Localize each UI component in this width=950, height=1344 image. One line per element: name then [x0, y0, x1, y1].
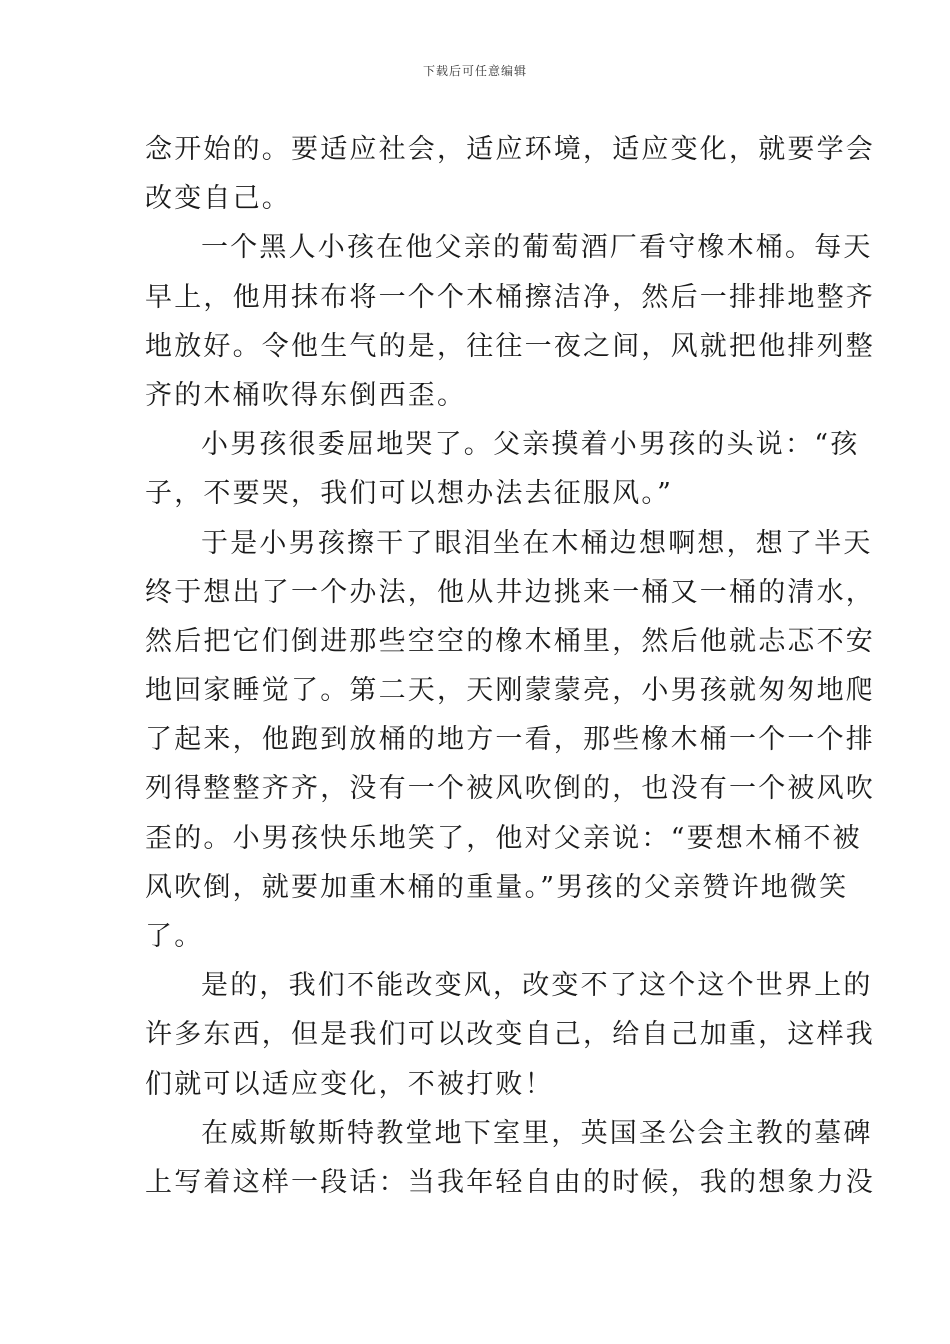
body-text [145, 125, 875, 1207]
text-line: 早上，他用抹布将一个个木桶擦洁净，然后一排排地整齐 [145, 281, 875, 313]
text-line: 列得整整齐齐，没有一个被风吹倒的，也没有一个被风吹 [145, 773, 875, 805]
text-line: 地放好。令他生气的是，往往一夜之间，风就把他排列整 [145, 330, 875, 362]
page-header: 下载后可任意编辑 [422, 64, 527, 78]
text-line: 然后把它们倒进那些空空的橡木桶里，然后他就忐忑不安 [145, 625, 875, 657]
text-line: 们就可以适应变化，不被打败！ [145, 1068, 554, 1100]
text-line: 念开始的。要适应社会，适应环境，适应变化，就要学会 [145, 134, 875, 165]
text-line: 地回家睡觉了。第二天，天刚蒙蒙亮，小男孩就匆匆地爬 [145, 675, 875, 707]
paragraph-start-line: 在威斯敏斯特教堂地下室里，英国圣公会主教的墓碑 [201, 1117, 873, 1149]
paragraph-start-line: 小男孩很委屈地哭了。父亲摸着小男孩的头说：“孩 [201, 429, 860, 461]
text-line: 齐的木桶吹得东倒西歪。 [145, 379, 467, 411]
text-line: 子，不要哭，我们可以想办法去征服风。” [145, 478, 674, 510]
text-line: 了。 [145, 921, 204, 952]
text-line: 风吹倒，就要加重木桶的重量。”男孩的父亲赞许地微笑 [145, 871, 849, 903]
text-line: 改变自己。 [145, 183, 291, 215]
text-line: 歪的。小男孩快乐地笑了，他对父亲说：“要想木桶不被 [145, 822, 862, 854]
paragraph-start-line: 是的，我们不能改变风，改变不了这个这个世界上的 [201, 970, 873, 1002]
paragraph-start-line: 于是小男孩擦干了眼泪坐在木桶边想啊想，想了半天 [201, 527, 873, 559]
text-line: 上写着这样一段话：当我年轻自由的时候，我的想象力没 [145, 1166, 875, 1198]
text-line: 终于想出了一个办法，他从井边挑来一桶又一桶的清水， [145, 576, 875, 608]
text-line: 许多东西，但是我们可以改变自己，给自己加重，这样我 [145, 1019, 875, 1051]
paragraph-start-line: 一个黑人小孩在他父亲的葡萄酒厂看守橡木桶。每天 [201, 232, 873, 264]
text-line: 了起来，他跑到放桶的地方一看，那些橡木桶一个一个排 [145, 724, 875, 756]
